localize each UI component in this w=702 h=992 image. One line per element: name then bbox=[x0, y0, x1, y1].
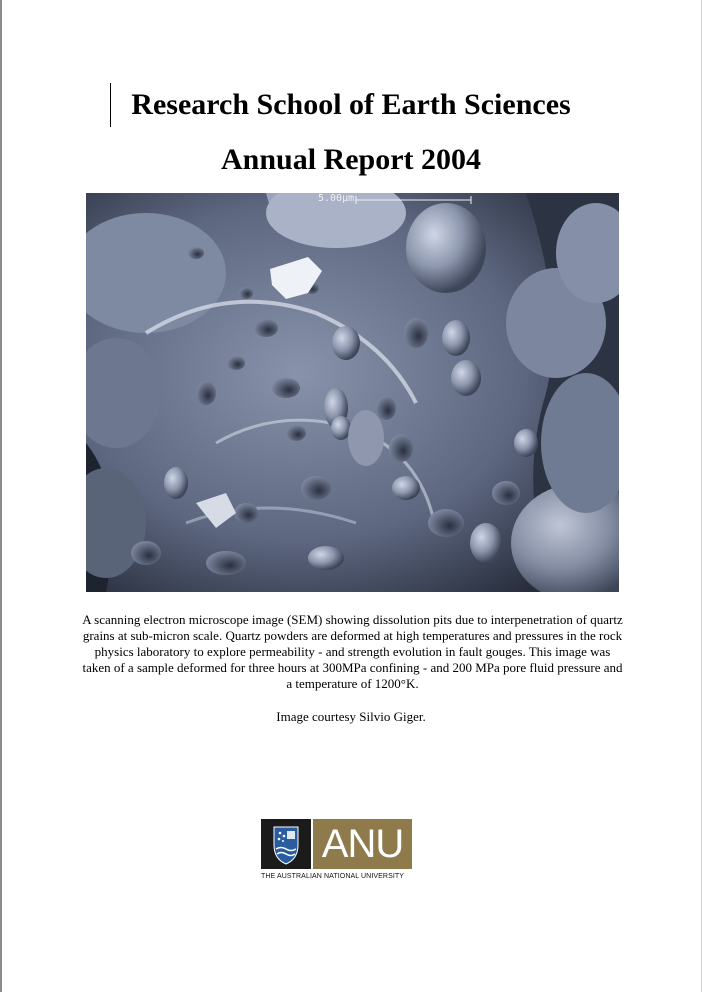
sem-image bbox=[86, 193, 619, 592]
figure-caption: A scanning electron microscope image (SEM) showing dissolution pits due to interpenetration of quartz grains at sub-micron scale. Quartz powders are deformed at high temperatures and pressures in the rock physics laboratory to explore permeability - and strength evolution in fault gouges. This image was taken of a sample deformed for three hours at 300MPa confining - and 200 MPa pore fluid pressure and a temperature of 1200°K. bbox=[82, 612, 623, 691]
anu-wordmark-box bbox=[313, 819, 412, 869]
anu-logo bbox=[261, 819, 412, 882]
institution-name: THE AUSTRALIAN NATIONAL UNIVERSITY bbox=[261, 873, 405, 880]
crest-icon bbox=[261, 819, 311, 869]
image-credit: Image courtesy Silvio Giger. bbox=[276, 709, 426, 724]
report-title: Research School of Earth Sciences bbox=[131, 88, 571, 121]
report-subtitle: Annual Report 2004 bbox=[220, 143, 482, 176]
scale-bar-label: 5.00μm bbox=[318, 193, 355, 204]
anu-wordmark: ANU bbox=[321, 822, 404, 866]
sem-micrograph-graphic bbox=[86, 193, 619, 592]
